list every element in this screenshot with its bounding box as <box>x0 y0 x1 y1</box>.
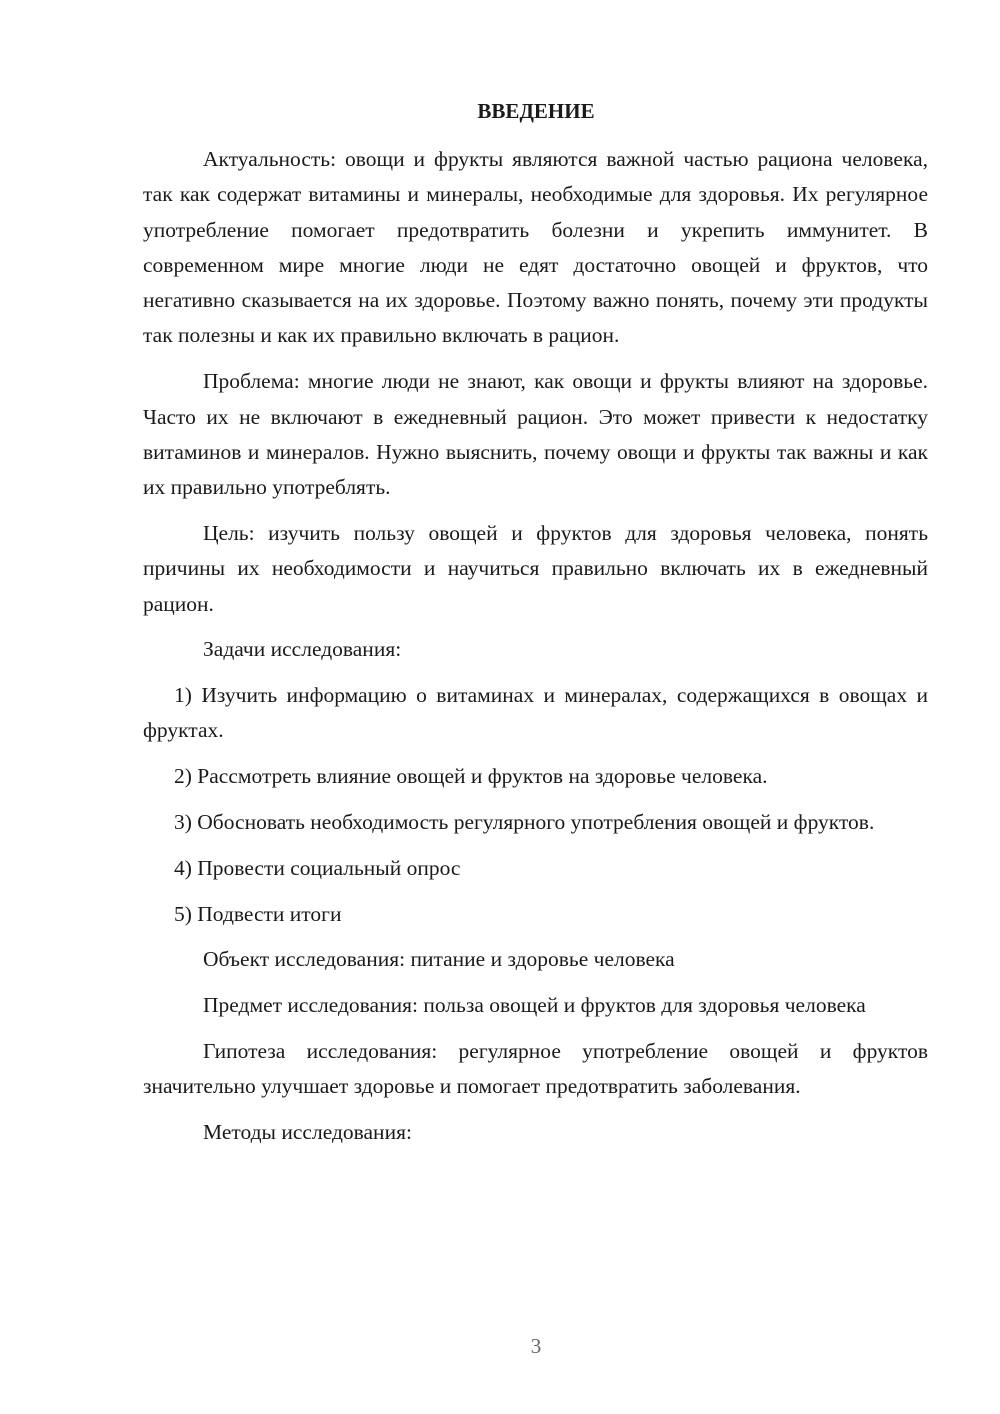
body-text <box>143 142 928 1161</box>
object-paragraph: Объект исследования: питание и здоровье человека <box>203 947 675 972</box>
task-item-1: 1) Изучить информацию о витаминах и минералах, содержащихся в овощах и фруктах. <box>143 683 928 743</box>
methods-heading: Методы исследования: <box>203 1120 412 1145</box>
task-item-3: 3) Обосновать необходимость регулярного употребления овощей и фруктов. <box>174 810 875 835</box>
tasks-heading: Задачи исследования: <box>203 637 402 662</box>
hypothesis-paragraph: Гипотеза исследования: регулярное употребление овощей и фруктов значительно улучшает здоровье и помогает предотвратить заболевания. <box>143 1039 928 1099</box>
task-item-4: 4) Провести социальный опрос <box>174 855 461 880</box>
problem-paragraph: Проблема: многие люди не знают, как овощи и фрукты влияют на здоровье. Часто их не включают в ежедневный рацион. Это может привести к недостатку витаминов и минералов. Нужно выяснить, почему овощи и фрукты так важны и как их правильно употреблять. <box>143 369 928 500</box>
section-title: ВВЕДЕНИЕ <box>477 99 595 123</box>
subject-paragraph: Предмет исследования: польза овощей и фруктов для здоровья человека <box>203 993 866 1018</box>
task-item-2: 2) Рассмотреть влияние овощей и фруктов на здоровье человека. <box>174 764 768 789</box>
task-item-5: 5) Подвести итоги <box>174 901 342 926</box>
page-number: 3 <box>530 1334 542 1358</box>
goal-paragraph: Цель: изучить пользу овощей и фруктов для здоровья человека, понять причины их необходимости и научиться правильно включать их в ежедневный рацион. <box>143 520 928 616</box>
relevance-paragraph: Актуальность: овощи и фрукты являются важной частью рациона человека, так как содержат витамины и минералы, необходимые для здоровья. Их регулярное употребление помогает предотвратить болезни и укрепить иммунитет. В современном мире многие люди не едят достаточно овощей и фруктов, что негативно сказывается на их здоровье. Поэтому важно понять, почему эти продукты так полезны и как их правильно включать в рацион. <box>143 147 928 348</box>
